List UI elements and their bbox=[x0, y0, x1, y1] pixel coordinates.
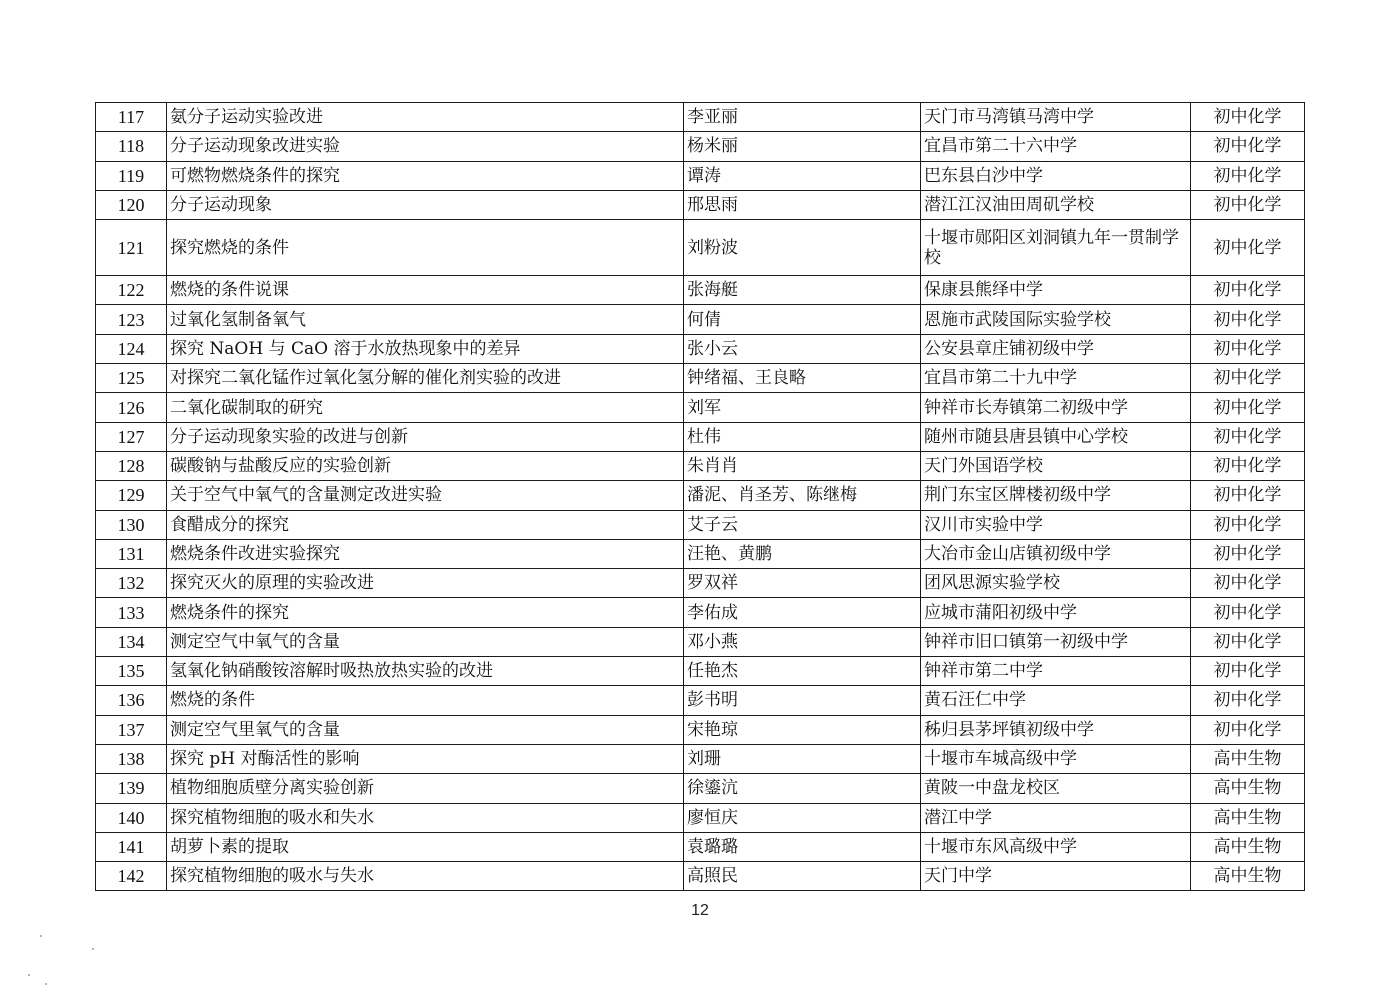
entries-table bbox=[95, 102, 1305, 891]
entry-category: 初中化学 bbox=[1191, 510, 1305, 539]
table-row bbox=[96, 220, 1305, 276]
entry-number: 129 bbox=[96, 481, 167, 510]
entry-title: 过氧化氢制备氧气 bbox=[167, 305, 684, 334]
entry-category: 初中化学 bbox=[1191, 627, 1305, 656]
entry-category: 初中化学 bbox=[1191, 276, 1305, 305]
entry-category: 初中化学 bbox=[1191, 132, 1305, 161]
entry-title: 探究植物细胞的吸水和失水 bbox=[167, 803, 684, 832]
table-row bbox=[96, 832, 1305, 861]
entry-author: 宋艳琼 bbox=[684, 715, 921, 744]
entry-school: 公安县章庄铺初级中学 bbox=[921, 334, 1191, 363]
entry-number: 118 bbox=[96, 132, 167, 161]
entry-school: 钟祥市第二中学 bbox=[921, 657, 1191, 686]
entry-number: 141 bbox=[96, 832, 167, 861]
entry-number: 127 bbox=[96, 422, 167, 451]
entry-author: 刘粉波 bbox=[684, 220, 921, 276]
entry-number: 117 bbox=[96, 103, 167, 132]
entry-category: 初中化学 bbox=[1191, 305, 1305, 334]
table-row bbox=[96, 539, 1305, 568]
entry-number: 124 bbox=[96, 334, 167, 363]
entry-title: 燃烧条件改进实验探究 bbox=[167, 539, 684, 568]
entry-number: 126 bbox=[96, 393, 167, 422]
scan-speck bbox=[92, 948, 94, 950]
entry-author: 谭涛 bbox=[684, 161, 921, 190]
entry-school: 十堰市郧阳区刘洞镇九年一贯制学校 bbox=[921, 220, 1191, 276]
entry-category: 初中化学 bbox=[1191, 451, 1305, 480]
entry-title: 对探究二氧化锰作过氧化氢分解的催化剂实验的改进 bbox=[167, 364, 684, 393]
entry-school: 秭归县茅坪镇初级中学 bbox=[921, 715, 1191, 744]
table-row bbox=[96, 132, 1305, 161]
entry-author: 彭书明 bbox=[684, 686, 921, 715]
entry-author: 邓小燕 bbox=[684, 627, 921, 656]
entry-title: 食醋成分的探究 bbox=[167, 510, 684, 539]
scan-speck bbox=[28, 974, 30, 976]
entry-author: 张小云 bbox=[684, 334, 921, 363]
entry-category: 高中生物 bbox=[1191, 744, 1305, 773]
entry-category: 初中化学 bbox=[1191, 364, 1305, 393]
entry-number: 134 bbox=[96, 627, 167, 656]
entry-number: 119 bbox=[96, 161, 167, 190]
entry-title: 探究植物细胞的吸水与失水 bbox=[167, 862, 684, 891]
entry-school: 潜江江汉油田周矶学校 bbox=[921, 190, 1191, 219]
entry-number: 128 bbox=[96, 451, 167, 480]
entry-school: 黄石汪仁中学 bbox=[921, 686, 1191, 715]
entry-category: 初中化学 bbox=[1191, 657, 1305, 686]
entry-author: 张海艇 bbox=[684, 276, 921, 305]
entry-school: 天门中学 bbox=[921, 862, 1191, 891]
entry-title: 可燃物燃烧条件的探究 bbox=[167, 161, 684, 190]
entry-category: 初中化学 bbox=[1191, 103, 1305, 132]
entry-author: 钟绪福、王良略 bbox=[684, 364, 921, 393]
entry-author: 杨米丽 bbox=[684, 132, 921, 161]
entry-school: 巴东县白沙中学 bbox=[921, 161, 1191, 190]
entry-number: 122 bbox=[96, 276, 167, 305]
entry-number: 131 bbox=[96, 539, 167, 568]
entry-category: 初中化学 bbox=[1191, 334, 1305, 363]
table-row bbox=[96, 686, 1305, 715]
table-row bbox=[96, 103, 1305, 132]
entry-title: 探究 pH 对酶活性的影响 bbox=[167, 744, 684, 773]
entry-number: 142 bbox=[96, 862, 167, 891]
entry-title: 氢氧化钠硝酸铵溶解时吸热放热实验的改进 bbox=[167, 657, 684, 686]
entry-author: 潘泥、肖圣芳、陈继梅 bbox=[684, 481, 921, 510]
entry-author: 李亚丽 bbox=[684, 103, 921, 132]
entry-school: 应城市蒲阳初级中学 bbox=[921, 598, 1191, 627]
table-row bbox=[96, 627, 1305, 656]
entry-number: 120 bbox=[96, 190, 167, 219]
entry-author: 邢思雨 bbox=[684, 190, 921, 219]
entry-title: 探究 NaOH 与 CaO 溶于水放热现象中的差异 bbox=[167, 334, 684, 363]
entry-title: 分子运动现象 bbox=[167, 190, 684, 219]
table-row bbox=[96, 393, 1305, 422]
entry-school: 天门外国语学校 bbox=[921, 451, 1191, 480]
entry-author: 杜伟 bbox=[684, 422, 921, 451]
entry-number: 135 bbox=[96, 657, 167, 686]
table-row bbox=[96, 715, 1305, 744]
entry-title: 燃烧的条件 bbox=[167, 686, 684, 715]
entry-category: 初中化学 bbox=[1191, 220, 1305, 276]
entry-number: 138 bbox=[96, 744, 167, 773]
entry-author: 袁璐璐 bbox=[684, 832, 921, 861]
entry-category: 初中化学 bbox=[1191, 393, 1305, 422]
scan-speck bbox=[40, 935, 42, 937]
entry-school: 天门市马湾镇马湾中学 bbox=[921, 103, 1191, 132]
scan-speck bbox=[45, 983, 47, 985]
entry-school: 汉川市实验中学 bbox=[921, 510, 1191, 539]
entry-author: 汪艳、黄鹏 bbox=[684, 539, 921, 568]
table-row bbox=[96, 451, 1305, 480]
entry-number: 136 bbox=[96, 686, 167, 715]
entry-school: 团风思源实验学校 bbox=[921, 569, 1191, 598]
table-row bbox=[96, 422, 1305, 451]
entry-title: 氨分子运动实验改进 bbox=[167, 103, 684, 132]
entry-number: 121 bbox=[96, 220, 167, 276]
table-row bbox=[96, 657, 1305, 686]
entry-school: 钟祥市长寿镇第二初级中学 bbox=[921, 393, 1191, 422]
entry-category: 初中化学 bbox=[1191, 190, 1305, 219]
entry-category: 初中化学 bbox=[1191, 161, 1305, 190]
entry-school: 宜昌市第二十九中学 bbox=[921, 364, 1191, 393]
entry-author: 徐鎏沆 bbox=[684, 774, 921, 803]
entry-number: 130 bbox=[96, 510, 167, 539]
entry-school: 黄陂一中盘龙校区 bbox=[921, 774, 1191, 803]
table-row bbox=[96, 364, 1305, 393]
entry-number: 133 bbox=[96, 598, 167, 627]
entry-author: 刘军 bbox=[684, 393, 921, 422]
entry-number: 125 bbox=[96, 364, 167, 393]
entry-school: 十堰市东风高级中学 bbox=[921, 832, 1191, 861]
entry-title: 胡萝卜素的提取 bbox=[167, 832, 684, 861]
table-row bbox=[96, 744, 1305, 773]
entry-category: 初中化学 bbox=[1191, 686, 1305, 715]
entry-title: 植物细胞质壁分离实验创新 bbox=[167, 774, 684, 803]
entry-title: 探究燃烧的条件 bbox=[167, 220, 684, 276]
entry-school: 十堰市车城高级中学 bbox=[921, 744, 1191, 773]
entries-table-body bbox=[96, 103, 1305, 891]
entry-title: 燃烧的条件说课 bbox=[167, 276, 684, 305]
entry-school: 潜江中学 bbox=[921, 803, 1191, 832]
entry-title: 关于空气中氧气的含量测定改进实验 bbox=[167, 481, 684, 510]
table-row bbox=[96, 334, 1305, 363]
entry-title: 燃烧条件的探究 bbox=[167, 598, 684, 627]
entry-number: 123 bbox=[96, 305, 167, 334]
table-row bbox=[96, 598, 1305, 627]
entry-title: 分子运动现象改进实验 bbox=[167, 132, 684, 161]
entry-category: 高中生物 bbox=[1191, 832, 1305, 861]
table-row bbox=[96, 569, 1305, 598]
entry-author: 罗双祥 bbox=[684, 569, 921, 598]
table-row bbox=[96, 305, 1305, 334]
entry-school: 钟祥市旧口镇第一初级中学 bbox=[921, 627, 1191, 656]
entry-category: 初中化学 bbox=[1191, 539, 1305, 568]
entry-category: 高中生物 bbox=[1191, 803, 1305, 832]
entry-category: 初中化学 bbox=[1191, 481, 1305, 510]
table-row bbox=[96, 276, 1305, 305]
entry-category: 初中化学 bbox=[1191, 569, 1305, 598]
entry-author: 任艳杰 bbox=[684, 657, 921, 686]
entry-school: 荆门东宝区牌楼初级中学 bbox=[921, 481, 1191, 510]
entry-title: 测定空气中氧气的含量 bbox=[167, 627, 684, 656]
entry-school: 随州市随县唐县镇中心学校 bbox=[921, 422, 1191, 451]
entry-category: 初中化学 bbox=[1191, 715, 1305, 744]
entry-author: 何倩 bbox=[684, 305, 921, 334]
entry-category: 高中生物 bbox=[1191, 774, 1305, 803]
entry-title: 探究灭火的原理的实验改进 bbox=[167, 569, 684, 598]
entry-author: 廖恒庆 bbox=[684, 803, 921, 832]
entry-title: 二氧化碳制取的研究 bbox=[167, 393, 684, 422]
entry-category: 高中生物 bbox=[1191, 862, 1305, 891]
table-row bbox=[96, 862, 1305, 891]
entry-number: 132 bbox=[96, 569, 167, 598]
entry-number: 139 bbox=[96, 774, 167, 803]
table-row bbox=[96, 161, 1305, 190]
entry-number: 140 bbox=[96, 803, 167, 832]
entry-title: 碳酸钠与盐酸反应的实验创新 bbox=[167, 451, 684, 480]
entry-category: 初中化学 bbox=[1191, 422, 1305, 451]
entry-author: 艾子云 bbox=[684, 510, 921, 539]
table-row bbox=[96, 190, 1305, 219]
entry-title: 测定空气里氧气的含量 bbox=[167, 715, 684, 744]
table-row bbox=[96, 803, 1305, 832]
page-number: 12 bbox=[691, 902, 709, 919]
entry-school: 大冶市金山店镇初级中学 bbox=[921, 539, 1191, 568]
entry-author: 李佑成 bbox=[684, 598, 921, 627]
entry-school: 保康县熊绎中学 bbox=[921, 276, 1191, 305]
table-row bbox=[96, 774, 1305, 803]
entry-title: 分子运动现象实验的改进与创新 bbox=[167, 422, 684, 451]
entry-number: 137 bbox=[96, 715, 167, 744]
entry-author: 朱肖肖 bbox=[684, 451, 921, 480]
table-row bbox=[96, 510, 1305, 539]
entry-author: 高照民 bbox=[684, 862, 921, 891]
table-row bbox=[96, 481, 1305, 510]
entry-school: 恩施市武陵国际实验学校 bbox=[921, 305, 1191, 334]
entry-author: 刘珊 bbox=[684, 744, 921, 773]
entry-category: 初中化学 bbox=[1191, 598, 1305, 627]
entry-school: 宜昌市第二十六中学 bbox=[921, 132, 1191, 161]
